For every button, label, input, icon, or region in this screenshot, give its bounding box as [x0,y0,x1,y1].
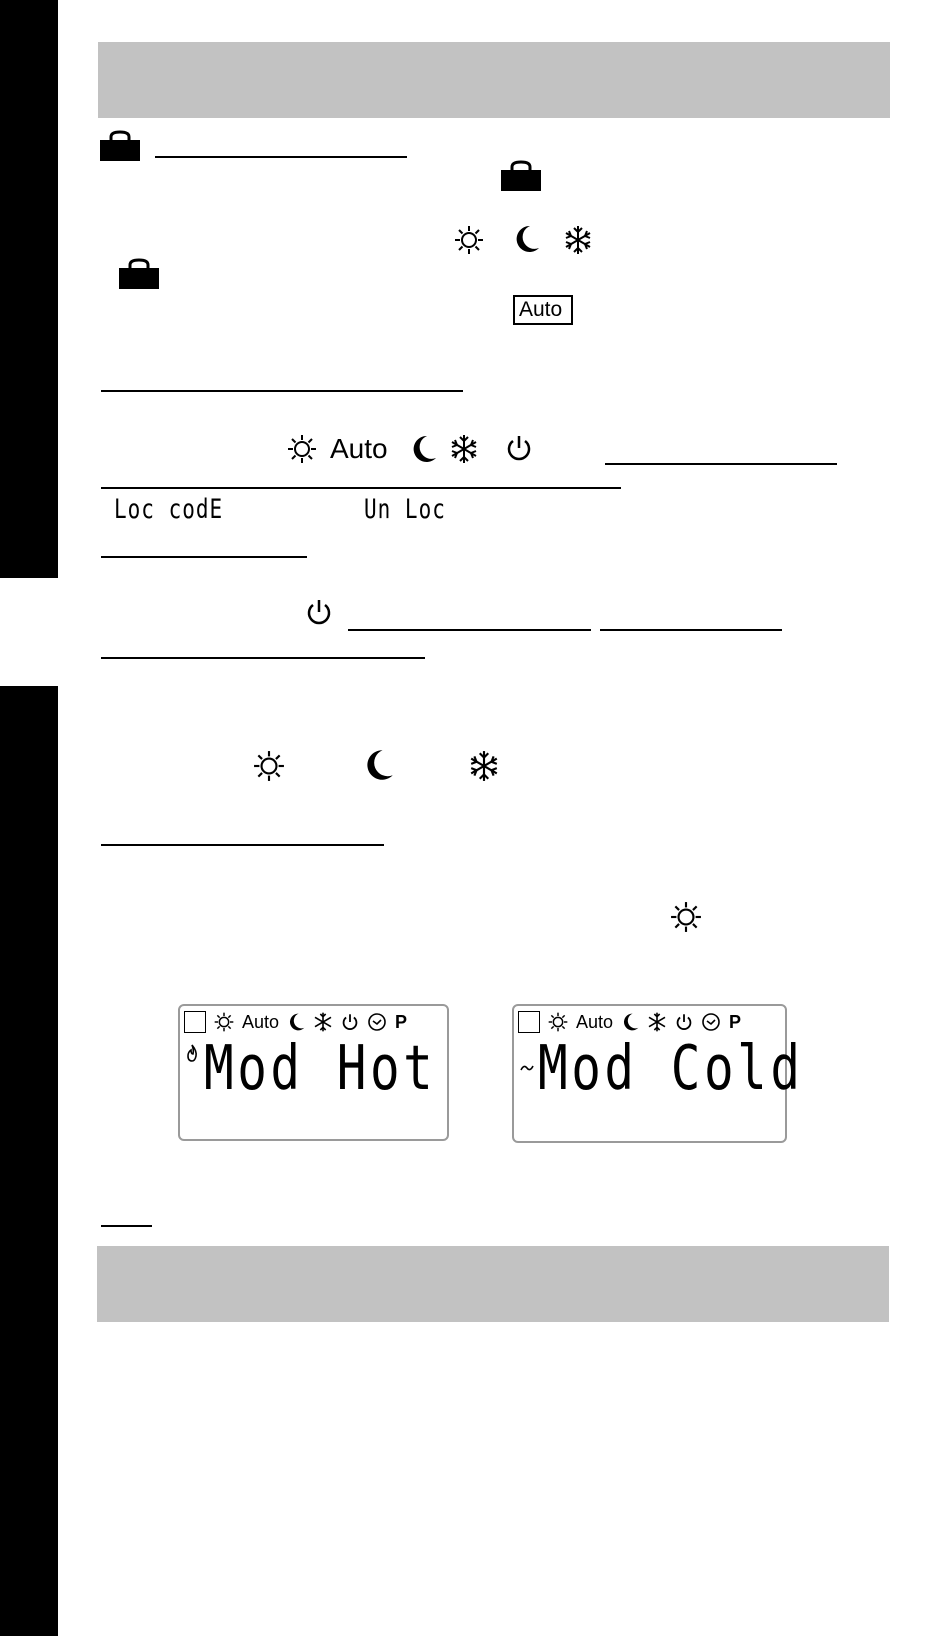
lock-icon [118,258,160,290]
lcd-auto-label: Auto [576,1011,614,1032]
top-section-banner [98,42,890,118]
bottom-section-banner [97,1246,889,1322]
power-icon [341,1012,359,1032]
lcd-code-unlock: Un Loc [364,494,446,524]
sun-icon [253,750,285,782]
sun-icon [670,901,702,933]
sun-icon [548,1012,568,1032]
lcd-code-lock: Loc codE [114,494,224,524]
moon-icon [362,748,394,782]
moon-icon [512,224,540,254]
lcd-display-hot [178,1004,449,1141]
underline-8 [101,657,425,659]
underline-9 [101,844,384,846]
lock-icon [500,160,542,192]
fan-icon [520,1062,534,1074]
moon-icon [409,434,437,464]
underline-6 [348,629,591,631]
underline-2 [101,390,463,392]
snowflake-icon [563,225,593,255]
lock-icon [99,130,141,162]
sun-icon [287,434,317,464]
lcd-icon-row [184,1011,407,1033]
snowflake-icon [449,434,479,464]
lcd-program-label: P [395,1011,408,1032]
sun-icon [454,225,484,255]
underline-1 [155,156,407,158]
flame-icon [186,1044,198,1062]
lcd-reading: Mod Hot [204,1032,437,1105]
underline-4 [101,487,621,489]
power-icon [505,433,533,463]
left-margin-strip [0,0,58,1636]
snowflake-icon [313,1012,333,1032]
underline-7 [600,629,782,631]
lcd-reading: Mod Cold [538,1032,804,1105]
auto-mode-text: Auto [330,433,388,464]
sun-icon [214,1012,234,1032]
snowflake-icon [468,750,500,782]
clock-icon [701,1012,721,1032]
snowflake-icon [647,1012,667,1032]
checkbox-square [184,1011,206,1033]
moon-icon [287,1012,305,1032]
auto-mode-label: Auto [513,295,573,325]
underline-3 [605,463,837,465]
checkbox-square [518,1011,540,1033]
section-tab [0,578,58,686]
power-icon [675,1012,693,1032]
lcd-display-cold [512,1004,804,1143]
clock-icon [367,1012,387,1032]
lcd-icon-row [518,1011,741,1033]
lcd-auto-label: Auto [242,1011,280,1032]
underline-10 [101,1225,152,1227]
underline-5 [101,556,307,558]
lcd-program-label: P [729,1011,742,1032]
moon-icon [621,1012,639,1032]
power-icon [305,597,333,627]
